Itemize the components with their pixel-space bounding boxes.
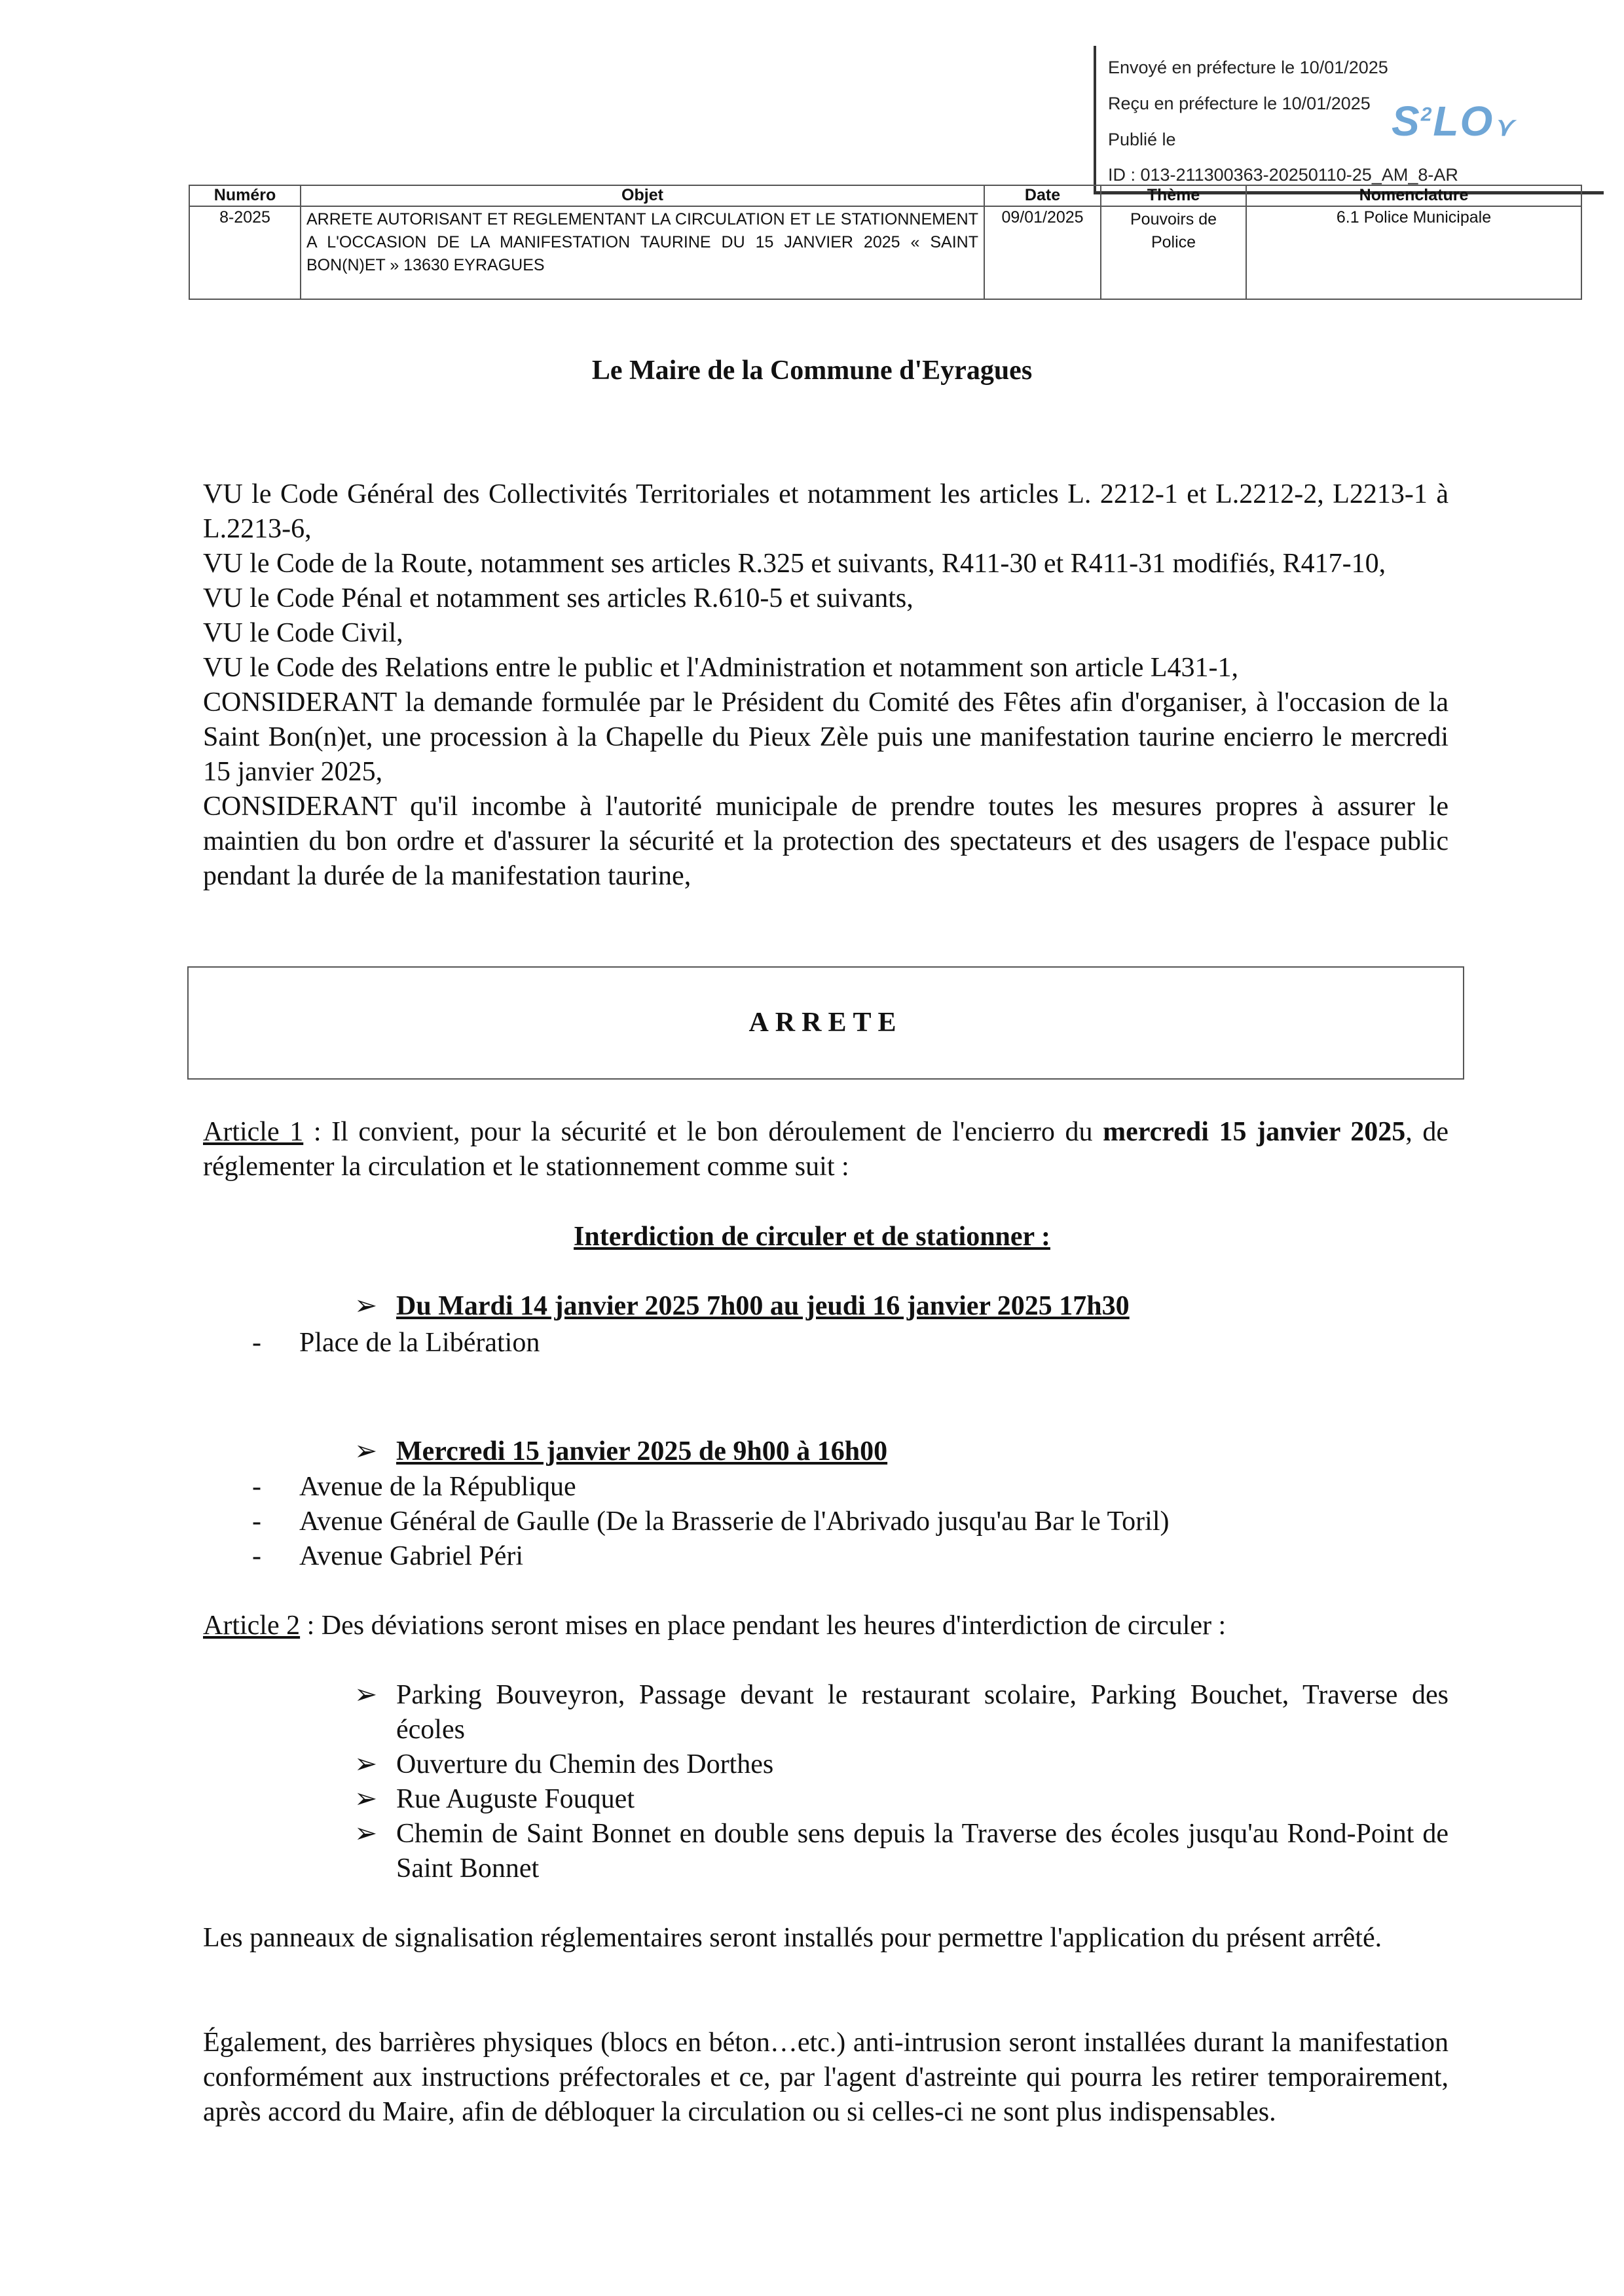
cell-theme: Pouvoirs de Police	[1101, 206, 1246, 299]
street-name: Place de la Libération	[299, 1328, 540, 1358]
document-title: Le Maire de la Commune d'Eyragues	[591, 355, 1033, 386]
deviation-item: Ouverture du Chemin des Dorthes	[396, 1749, 774, 1779]
stamp-id: ID : 013-211300363-20250110-25_AM_8-AR	[1108, 165, 1458, 185]
barriers-paragraph: Également, des barrières physiques (blocs en béton…etc.) anti-intrusion seront installées durant la manifestation conformément aux instructions préfectorales et ce, par l'agent d'astreinte qui pourra les retirer temporairement, après accord du Maire, afin de débloquer la circulation ou si celles-ci ne sont plus indispensables.	[203, 2028, 1449, 2127]
deliberation-table	[189, 185, 1582, 300]
cell-numero: 8-2025	[189, 206, 301, 299]
article-2-label: Article 2	[203, 1611, 301, 1641]
th-objet: Objet	[301, 185, 984, 206]
vu-line: VU le Code Pénal et notamment ses articles R.610-5 et suivants,	[203, 583, 913, 613]
street-name: Avenue de la République	[299, 1472, 576, 1502]
vu-considerant-block	[203, 477, 1449, 894]
deviation-item: Parking Bouveyron, Passage devant le restaurant scolaire, Parking Bouchet, Traverse des écoles	[396, 1680, 1449, 1745]
street-item: - Place de la Libération	[252, 1328, 540, 1358]
article-1-label: Article 1	[203, 1117, 304, 1147]
arrow-bullet-icon: ➢	[354, 1680, 378, 1710]
article-1-date: mercredi 15 janvier 2025	[1103, 1117, 1406, 1147]
period-2-label: Mercredi 15 janvier 2025 de 9h00 à 16h00	[396, 1436, 888, 1467]
arrow-bullet-icon: ➢	[354, 1819, 378, 1849]
article-1-text-end: , de réglementer la circulation et le stationnement comme suit :	[203, 1117, 1449, 1182]
stamp-sent: Envoyé en préfecture le 10/01/2025	[1108, 58, 1388, 77]
s2lo-logo: $S^2LO⋎$	[1392, 98, 1515, 145]
arrete-box: ARRETE	[187, 966, 1464, 1080]
considerant-line: CONSIDERANT la demande formulée par le Président du Comité des Fêtes afin d'organiser, à l'occasion de la Saint Bon(n)et, une procession à la Chapelle du Pieux Zèle puis une manifestation taurine encierro le mercredi 15 janvier 2025,	[203, 687, 1449, 787]
interdiction-heading: Interdiction de circuler et de stationner :	[574, 1222, 1050, 1252]
article-2	[203, 1609, 1449, 1643]
signage-paragraph: Les panneaux de signalisation réglementaires seront installés pour permettre l'application du présent arrêté.	[203, 1923, 1382, 1953]
considerant-line: CONSIDERANT qu'il incombe à l'autorité municipale de prendre toutes les mesures propres à assurer le maintien du bon ordre et d'assurer la sécurité et la protection des spectateurs et des usagers de l'espace public pendant la durée de la manifestation taurine,	[203, 792, 1449, 891]
stamp-received: Reçu en préfecture le 10/01/2025	[1108, 94, 1371, 113]
arrow-bullet-icon: ➢	[354, 1291, 378, 1321]
vu-line: VU le Code Civil,	[203, 618, 403, 648]
deviation-item: Chemin de Saint Bonnet en double sens depuis la Traverse des écoles jusqu'au Rond-Point de Saint Bonnet	[396, 1819, 1449, 1884]
period-1	[354, 1289, 1130, 1324]
deviation-item: Rue Auguste Fouquet	[396, 1784, 635, 1814]
deviation-list	[354, 1678, 1449, 1886]
arrow-bullet-icon: ➢	[354, 1784, 378, 1814]
arrow-bullet-icon: ➢	[354, 1749, 378, 1779]
stamp-published: Publié le	[1108, 130, 1176, 149]
vu-line: VU le Code de la Route, notamment ses articles R.325 et suivants, R411-30 et R411-31 modifiés, R417-10,	[203, 549, 1386, 579]
th-nomenclature: Nomenclature	[1246, 185, 1581, 206]
arrow-bullet-icon: ➢	[354, 1436, 378, 1467]
period-2	[354, 1434, 888, 1469]
prefecture-stamp	[1094, 46, 1604, 194]
th-theme: Thème	[1101, 185, 1246, 206]
cell-objet: ARRETE AUTORISANT ET REGLEMENTANT LA CIRCULATION ET LE STATIONNEMENT A L'OCCASION DE LA MANIFESTATION TAURINE DU 15 JANVIER 2025 « SAINT BON(N)ET » 13630 EYRAGUES	[301, 206, 984, 299]
th-date: Date	[984, 185, 1101, 206]
article-1-text: : Il convient, pour la sécurité et le bon déroulement de l'encierro du	[303, 1117, 1103, 1147]
cell-date: 09/01/2025	[984, 206, 1101, 299]
street-name: Avenue Général de Gaulle (De la Brasserie de l'Abrivado jusqu'au Bar le Toril)	[299, 1506, 1170, 1537]
th-numero: Numéro	[189, 185, 301, 206]
article-2-text: : Des déviations seront mises en place pendant les heures d'interdiction de circuler :	[300, 1611, 1227, 1641]
street-name: Avenue Gabriel Péri	[299, 1541, 524, 1571]
street-list: - Avenue de la République - Avenue Général de Gaulle (De la Brasserie de l'Abrivado jusqu'au Bar le Toril) - Avenue Gabriel Péri	[252, 1472, 1170, 1571]
period-1-label: Du Mardi 14 janvier 2025 7h00 au jeudi 16 janvier 2025 17h30	[396, 1291, 1130, 1321]
cell-nomenclature: 6.1 Police Municipale	[1246, 206, 1581, 299]
vu-line: VU le Code Général des Collectivités Territoriales et notamment les articles L. 2212-1 et L.2212-2, L2213-1 à L.2213-6,	[203, 479, 1449, 544]
vu-line: VU le Code des Relations entre le public et l'Administration et notamment son article L431-1,	[203, 653, 1239, 683]
article-1	[203, 1115, 1449, 1184]
